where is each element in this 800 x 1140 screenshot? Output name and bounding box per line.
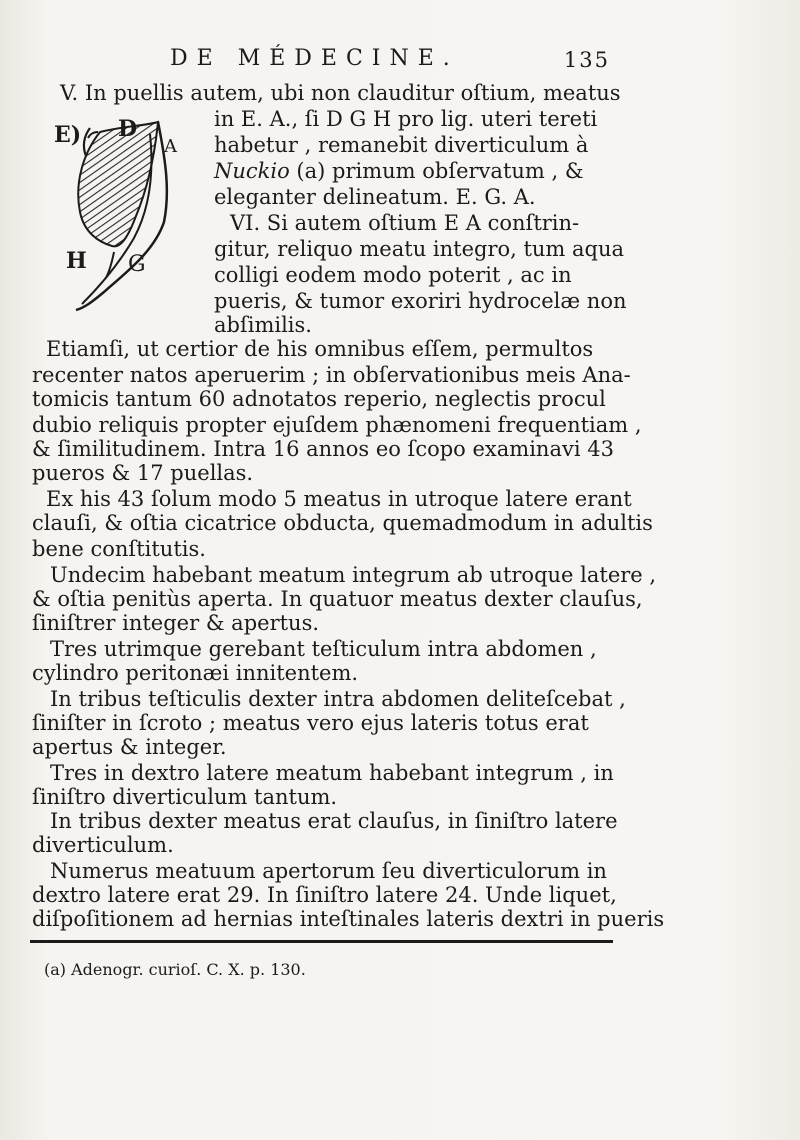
text-line-5: eleganter delineatum. E. G. A. [214, 185, 536, 209]
footnote: (a) Adenogr. curioſ. C. X. p. 130. [44, 960, 306, 979]
text-line-23: Tres utrimque gerebant teſticulum intra abdomen , [50, 637, 597, 661]
text-line-9: pueris, & tumor exoriri hydrocelæ non [214, 289, 627, 313]
text-line-21: & oſtia penitùs aperta. In quatuor meatus dexter clauſus, [32, 587, 643, 611]
text-line-12: recenter natos aperuerim ; in obſervationibus meis Ana- [32, 363, 631, 387]
text-line-29: ſiniſtro diverticulum tantum. [32, 785, 338, 809]
text-line-17: Ex his 43 ſolum modo 5 meatus in utroque latere erant [46, 487, 632, 511]
text-line-20: Undecim habebant meatum integrum ab utroque latere , [50, 563, 657, 587]
page-number: 135 [563, 48, 610, 72]
text-line-6: VI. Si autem oſtium E A conſtrin- [230, 211, 580, 235]
text-line-2: in E. A., ſi D G H pro lig. uteri tereti [214, 107, 598, 131]
figure-label-e: E) [54, 122, 82, 148]
text-line-33: dextro latere erat 29. In ſiniſtro latere 24. Unde liquet, [32, 883, 617, 907]
text-line-14: dubio reliquis propter ejuſdem phænomeni frequentiam , [32, 413, 642, 437]
author-name-nuckio: Nuckio [214, 159, 290, 183]
text-line-18: clauſi, & oſtia cicatrice obducta, quemadmodum in adultis [32, 511, 653, 535]
text-line-25: In tribus teſticulis dexter intra abdomen deliteſcebat , [50, 687, 626, 711]
text-line-30: In tribus dexter meatus erat clauſus, in ſiniſtro latere [50, 809, 618, 833]
figure-label-g: G [128, 252, 146, 277]
text-line-10: abſimilis. [214, 313, 312, 337]
text-line-7: gitur, reliquo meatu integro, tum aqua [214, 237, 625, 261]
text-line-22: ſiniſtrer integer & apertus. [32, 611, 320, 635]
text-line-11: Etiamſi, ut certior de his omnibus eſſem, permultos [46, 337, 594, 361]
text-line-19: bene conſtitutis. [32, 537, 206, 561]
text-line-32: Numerus meatuum apertorum ſeu diverticulorum in [50, 859, 607, 883]
text-line-15: & ſimilitudinem. Intra 16 annos eo ſcopo examinavi 43 [32, 437, 614, 461]
text-line-4 [214, 158, 584, 184]
text-line-13: tomicis tantum 60 adnotatos reperio, neglectis procul [32, 387, 606, 411]
text-line-34: diſpoſitionem ad hernias inteſtinales lateris dextri in pueris [32, 907, 665, 931]
running-title: DE MÉDECINE. [170, 46, 459, 71]
text-line-31: diverticulum. [32, 833, 174, 857]
footnote-rule [30, 940, 613, 943]
text-line-8: colligi eodem modo poterit , ac in [214, 263, 572, 287]
figure-label-d: D [118, 116, 138, 142]
text-line-1: V. In puellis autem, ubi non clauditur oſtium, meatus [60, 81, 621, 105]
text-line-24: cylindro peritonæi innitentem. [32, 661, 359, 685]
text-line-16: pueros & 17 puellas. [32, 461, 254, 485]
text-line-4-rest: (a) primum obſervatum , & [289, 159, 584, 183]
figure-label-a: A [164, 136, 177, 157]
text-line-28: Tres in dextro latere meatum habebant integrum , in [50, 761, 614, 785]
text-line-3: habetur , remanebit diverticulum à [214, 133, 589, 157]
anatomical-figure [54, 112, 214, 316]
text-line-27: apertus & integer. [32, 735, 227, 759]
text-line-26: ſiniſter in ſcroto ; meatus vero ejus lateris totus erat [32, 711, 589, 735]
figure-label-h: H [66, 248, 87, 274]
running-head [170, 46, 610, 80]
